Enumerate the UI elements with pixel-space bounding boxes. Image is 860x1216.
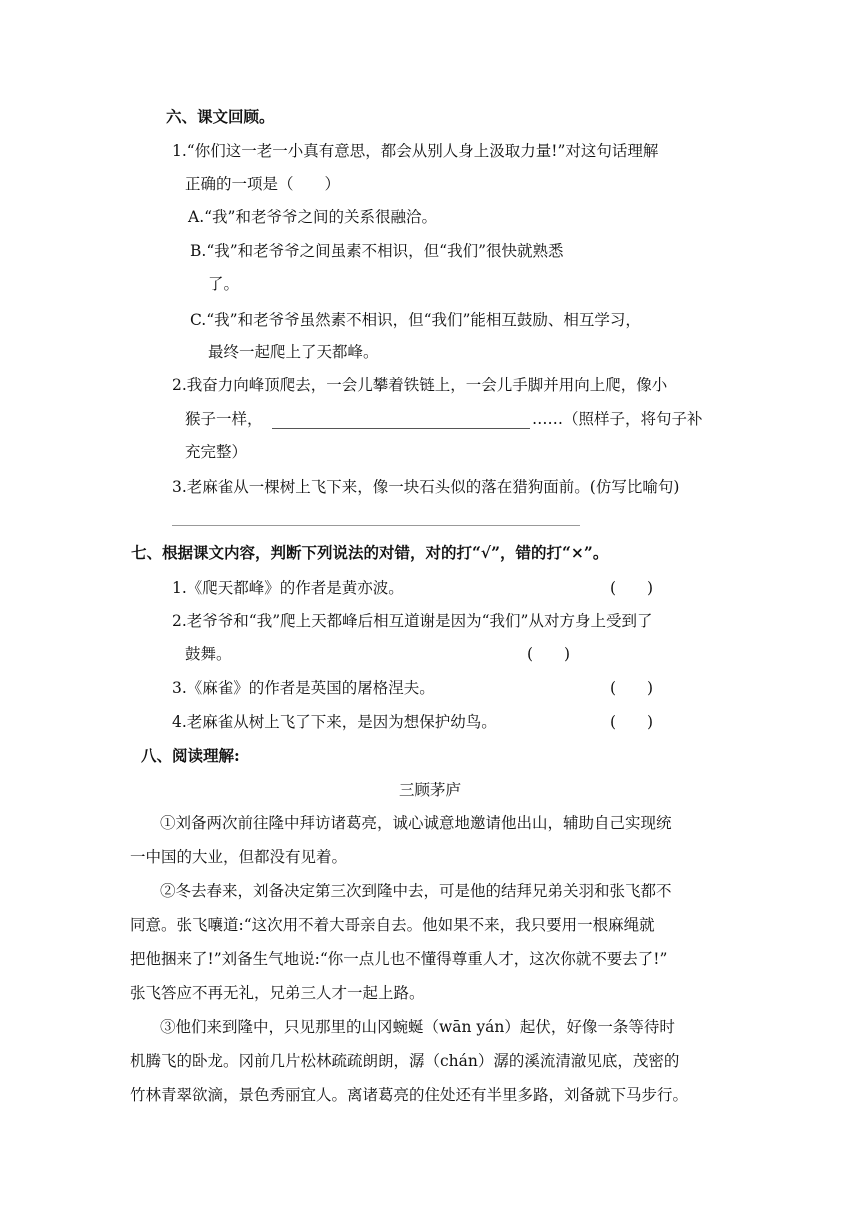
q2-line2-prefix: 猴子一样， [185, 410, 263, 428]
p2-line2: 同意。张飞嚷道:“这次用不着大哥亲自去。他如果不来，我只要用一根麻绳就 [130, 916, 655, 934]
q2-line1: 2.我奋力向峰顶爬去，一会儿攀着铁链上，一会儿手脚并用向上爬，像小 [172, 376, 668, 394]
q1-option-c-line1: C.“我”和老爷爷虽然素不相识，但“我们”能相互鼓励、相互学习， [190, 311, 641, 329]
section-7-heading: 七、根据课文内容，判断下列说法的对错，对的打“√”，错的打“×”。 [131, 543, 609, 562]
p2-line3: 把他捆来了!”刘备生气地说:“你一点儿也不懂得尊重人才，这次你就不要去了!” [130, 950, 668, 968]
q2-line2-suffix: ……（照样子，将句子补 [532, 410, 703, 428]
q1-option-b-line2: 了。 [208, 275, 240, 293]
s7-item-3: 3.《麻雀》的作者是英国的屠格涅夫。 [172, 679, 435, 697]
p2-line1: ②冬去春来，刘备决定第三次到隆中去，可是他的结拜兄弟关羽和张飞都不 [160, 882, 672, 900]
q1-line1: 1.“你们这一老一小真有意思，都会从别人身上汲取力量!”对这句话理解 [172, 142, 659, 160]
reading-title: 三顾茅庐 [398, 781, 461, 799]
s7-item-2: 2.老爷爷和“我”爬上天都峰后相互道谢是因为“我们”从对方身上受到了 [172, 612, 653, 630]
s7-item-4-blank[interactable]: ( ) [610, 713, 654, 731]
p2-line4: 张飞答应不再无礼，兄弟三人才一起上路。 [130, 984, 425, 1002]
s7-item-3-blank[interactable]: ( ) [610, 679, 654, 697]
p1-line1: ①刘备两次前往隆中拜访诸葛亮，诚心诚意地邀请他出山，辅助自己实现统 [160, 814, 672, 832]
section-6-heading: 六、课文回顾。 [166, 107, 275, 126]
s7-item-2-blank[interactable]: ( ) [527, 645, 571, 663]
q1-option-c-line2: 最终一起爬上了天都峰。 [208, 343, 379, 361]
p1-line2: 一中国的大业，但都没有见着。 [130, 848, 348, 866]
q1-option-a: A.“我”和老爷爷之间的关系很融洽。 [188, 208, 437, 226]
s7-item-2-cont: 鼓舞。 [185, 645, 232, 663]
q2-answer-line[interactable] [272, 428, 530, 429]
section-8-heading: 八、阅读理解: [141, 746, 240, 765]
q2-line3: 充完整） [185, 443, 248, 461]
q1-line2: 正确的一项是（ ） [185, 175, 341, 193]
s7-item-4: 4.老麻雀从树上飞了下来，是因为想保护幼鸟。 [172, 713, 497, 731]
p3-line2: 机腾飞的卧龙。冈前几片松林疏疏朗朗，潺（chán）潺的溪流清澈见底，茂密的 [130, 1052, 680, 1070]
q3-line1: 3.老麻雀从一棵树上飞下来，像一块石头似的落在猎狗面前。(仿写比喻句) [172, 478, 680, 496]
p3-line1: ③他们来到隆中，只见那里的山冈蜿蜒（wān yán）起伏，好像一条等待时 [160, 1018, 675, 1036]
p3-line3: 竹林青翠欲滴，景色秀丽宜人。离诸葛亮的住处还有半里多路，刘备就下马步行。 [130, 1086, 689, 1104]
s7-item-1: 1.《爬天都峰》的作者是黄亦波。 [172, 579, 404, 597]
q1-option-b-line1: B.“我”和老爷爷之间虽素不相识，但“我们”很快就熟悉 [190, 242, 564, 260]
q3-answer-line[interactable] [172, 525, 580, 526]
s7-item-1-blank[interactable]: ( ) [610, 579, 654, 597]
